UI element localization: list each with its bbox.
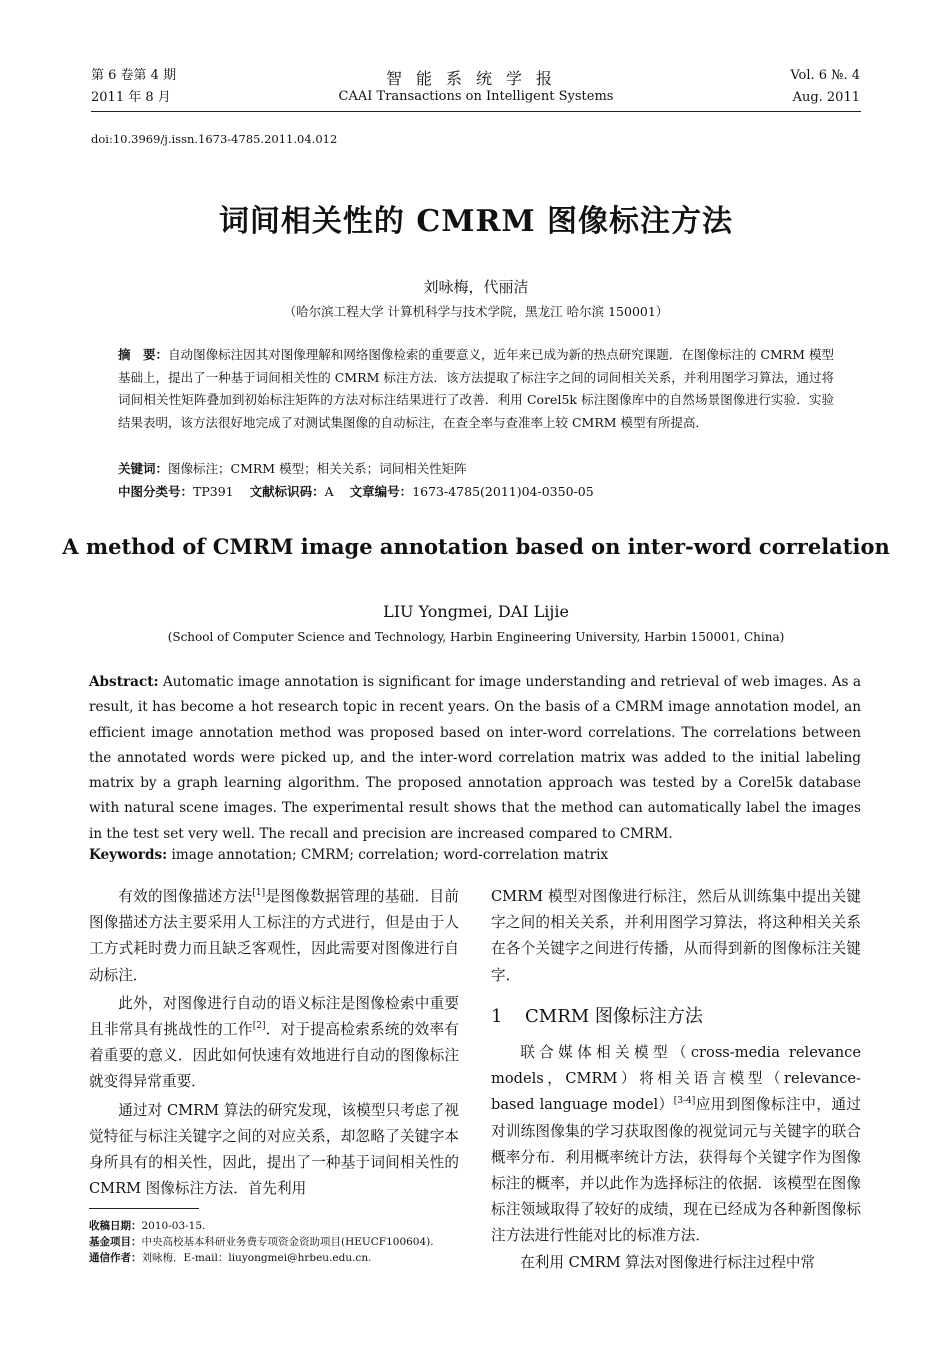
- section-number: 1: [491, 1006, 503, 1027]
- paper-title-cn: 词间相关性的 CMRM 图像标注方法: [218, 204, 734, 239]
- footnote-received: [89, 1218, 205, 1234]
- paragraph-text: 此外，对图像进行自动的语义标注是图像检索中重要且非常具有挑战性的工作: [89, 994, 459, 1039]
- keywords-en-label: Keywords:: [89, 847, 168, 863]
- footnote-label: 收稿日期：: [89, 1220, 142, 1232]
- body-paragraph: 通过对 CMRM 算法的研究发现，该模型只考虑了视觉特征与标注关键字之间的对应关系，却忽略了关键字本身所具有的相关性，因此，提出了一种基于词间相关性的 CMRM 图像标注方法．首先利用: [89, 1101, 459, 1198]
- authors-en: LIU Yongmei, DAI Lijie: [383, 602, 569, 621]
- abstract-en-text: Automatic image annotation is significant for image understanding and retrieval of web images. As a result, it has become a hot research topic in recent years. On the basis of a CMRM image annotation model, an efficient image annotation method was proposed based on inter-word correlations. The correlations between the annotated words were picked up, and the inter-word correlation matrix was added to the initial labeling matrix by a graph learning algorithm. The proposed annotation approach was tested by a Corel5k database with natural scene images. The experimental result shows that the method can automatically label the images in the test set very well. The recall and precision are increased compared to CMRM.: [89, 674, 861, 842]
- paragraph-text: 有效的图像描述方法: [118, 888, 253, 905]
- section-title: CMRM 图像标注方法: [525, 1006, 703, 1027]
- publication-date-en: Aug. 2011: [792, 90, 860, 105]
- footnote-value: 中央高校基本科研业务费专项资金资助项目(HEUCF100604).: [141, 1236, 434, 1248]
- article-number-value: 1673-4785(2011)04-0350-05: [412, 484, 594, 499]
- affiliation-en: (School of Computer Science and Technology, Harbin Engineering University, Harbin 150001, China): [167, 630, 785, 644]
- classification-line: [118, 482, 594, 500]
- footnote-value: 刘咏梅．E-mail：liuyongmei@hrbeu.edu.cn.: [141, 1252, 372, 1264]
- header-rule: [91, 111, 861, 112]
- keywords-en: [89, 847, 608, 863]
- doi: doi:10.3969/j.issn.1673-4785.2011.04.012: [91, 132, 338, 146]
- volume-issue-en: Vol. 6 №. 4: [790, 68, 860, 83]
- doc-code-label: 文献标识码：: [249, 484, 325, 499]
- citation-ref: [2]: [252, 1021, 266, 1032]
- abstract-en-label: Abstract:: [89, 674, 159, 690]
- body-paragraph: [89, 991, 459, 1096]
- publication-date: 2011 年 8 月: [91, 90, 171, 105]
- volume-issue: 第 6 卷第 4 期: [91, 68, 177, 83]
- body-right-column: [491, 1040, 861, 1276]
- affiliation-cn: （哈尔滨工程大学 计算机科学与技术学院，黑龙江 哈尔滨 150001）: [283, 304, 669, 319]
- doc-code-value: A: [324, 484, 334, 499]
- clc-label: 中图分类号：: [118, 484, 194, 499]
- footnote-label: 通信作者：: [89, 1252, 142, 1264]
- citation-ref: [1]: [252, 888, 266, 899]
- body-left-column: [89, 884, 459, 1202]
- paragraph-text: ．对于提高检索系统的效率有着重要的意义．因此如何快速有效地进行自动的图像标注就变得异常重要．: [89, 1021, 459, 1091]
- footnote-label: 基金项目：: [89, 1236, 142, 1248]
- body-paragraph: [89, 884, 459, 989]
- body-right-column-top: [491, 884, 861, 989]
- abstract-cn: [118, 344, 834, 434]
- clc-value: TP391: [193, 484, 234, 499]
- journal-name-cn: 智能系统学报: [385, 69, 566, 88]
- footnote-fund: [89, 1234, 434, 1250]
- body-paragraph: [491, 1040, 861, 1250]
- keywords-cn-text: 图像标注；CMRM 模型；相关关系；词间相关性矩阵: [168, 461, 467, 476]
- abstract-en: [89, 670, 861, 847]
- paragraph-text: 是图像数据管理的基础．目前图像描述方法主要采用人工标注的方式进行，但是由于人工方式耗时费力而且缺乏客观性，因此需要对图像进行自动标注．: [89, 888, 459, 984]
- authors-cn: 刘咏梅，代丽洁: [423, 278, 529, 296]
- keywords-en-text: image annotation; CMRM; correlation; word-correlation matrix: [171, 847, 609, 863]
- paper-title-en: A method of CMRM image annotation based on inter-word correlation: [62, 534, 890, 559]
- journal-name-en: CAAI Transactions on Intelligent Systems: [338, 89, 614, 104]
- keywords-cn: [118, 459, 467, 477]
- citation-ref: [3-4]: [673, 1096, 696, 1107]
- keywords-cn-label: 关键词：: [118, 461, 169, 476]
- abstract-cn-label: 摘 要：: [118, 347, 169, 362]
- footnote-rule: [89, 1208, 199, 1209]
- article-number-label: 文章编号：: [349, 484, 413, 499]
- footnote-author: [89, 1250, 371, 1266]
- body-paragraph: CMRM 模型对图像进行标注，然后从训练集中提出关键字之间的相关关系，并利用图学习算法，将这种相关关系在各个关键字之间进行传播，从而得到新的图像标注关键字．: [491, 888, 861, 984]
- abstract-cn-text: 自动图像标注因其对图像理解和网络图像检索的重要意义，近年来已成为新的热点研究课题．在图像标注的 CMRM 模型基础上，提出了一种基于词间相关性的 CMRM 标注方法．该方法提取了标注字之间的词间相关关系，并利用图学习算法，通过将词间相关性矩阵叠加到初始标注矩阵的方法对标注结果进行了改善．利用 Corel5k 标注图像库中的自然场景图像进行实验．实验结果表明，该方法很好地完成了对测试集图像的自动标注，在查全率与查准率上较 CMRM 模型有所提高．: [118, 347, 834, 430]
- section-heading: [491, 1002, 703, 1028]
- paragraph-text: 应用到图像标注中，通过对训练图像集的学习获取图像的视觉词元与关键字的联合概率分布．利用概率统计方法，获得每个关键字作为图像标注的概率，并以此作为选择标注的依据．该模型在图像标注领域取得了较好的成绩，现在已经成为各种新图像标注方法进行性能对比的标准方法．: [491, 1096, 861, 1245]
- body-paragraph: 在利用 CMRM 算法对图像进行标注过程中常: [520, 1253, 816, 1271]
- footnote-value: 2010-03-15.: [141, 1220, 206, 1232]
- paragraph-text: 联合媒体相关模型（cross-media relevance models，CMRM）将相关语言模型（relevance-based language model）: [491, 1044, 861, 1114]
